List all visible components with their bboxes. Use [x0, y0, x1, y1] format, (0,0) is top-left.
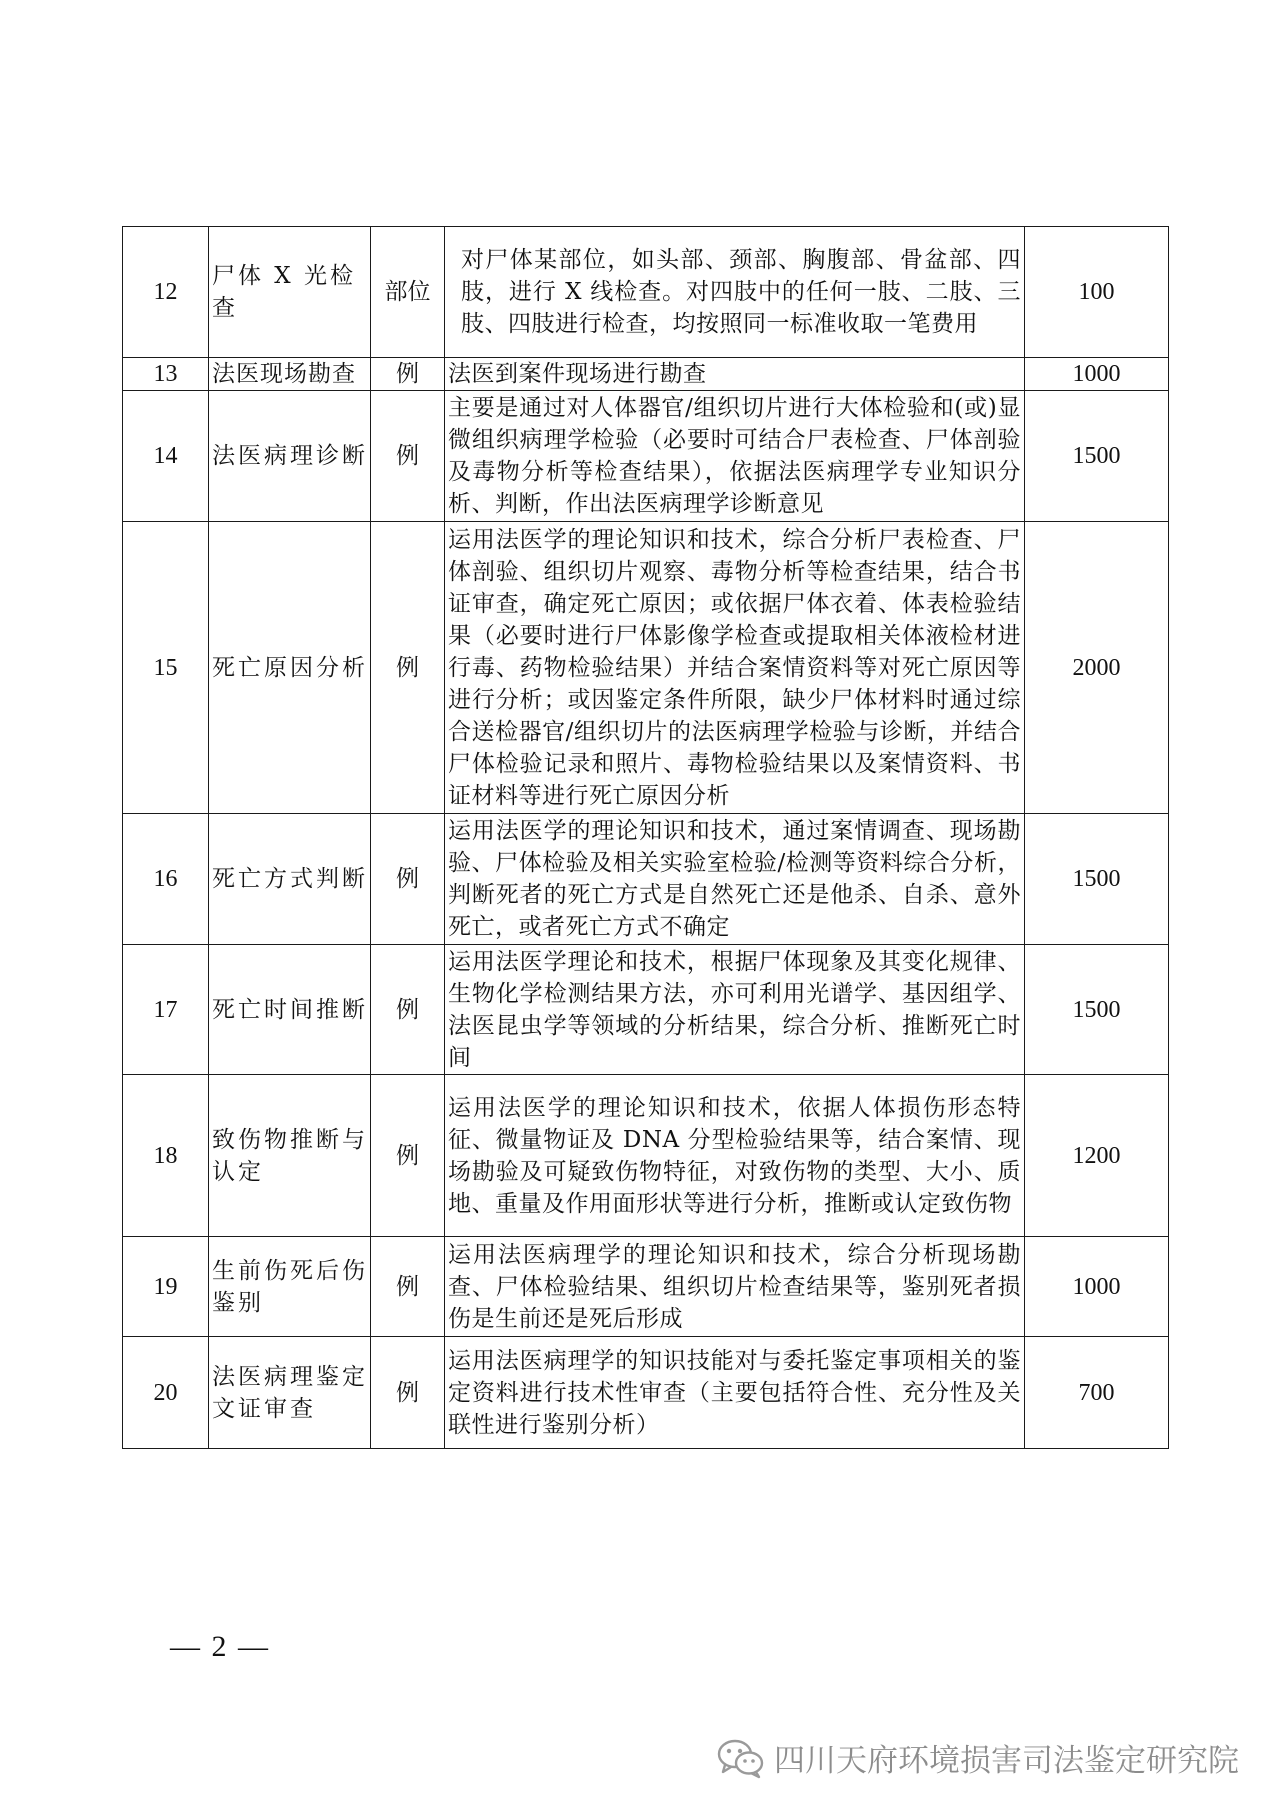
item-name: 法医病理鉴定文证审查 — [209, 1337, 371, 1449]
item-description: 运用法医学的理论知识和技术，通过案情调查、现场勘验、尸体检验及相关实验室检验/检测等资料综合分析，判断死者的死亡方式是自然死亡还是他杀、自杀、意外死亡，或者死亡方式不确定 — [445, 814, 1025, 945]
item-unit: 部位 — [371, 227, 445, 358]
wechat-icon — [716, 1737, 766, 1779]
item-description: 运用法医学理论和技术，根据尸体现象及其变化规律、生物化学检测结果方法，亦可利用光谱学、基因组学、法医昆虫学等领域的分析结果，综合分析、推断死亡时间 — [445, 945, 1025, 1075]
item-name: 死亡原因分析 — [209, 522, 371, 814]
item-unit: 例 — [371, 1075, 445, 1237]
item-description: 对尸体某部位，如头部、颈部、胸腹部、骨盆部、四肢，进行 X 线检查。对四肢中的任何一肢、二肢、三肢、四肢进行检查，均按照同一标准收取一笔费用 — [445, 227, 1025, 358]
item-description: 主要是通过对人体器官/组织切片进行大体检验和(或)显微组织病理学检验（必要时可结合尸表检查、尸体剖验及毒物分析等检查结果），依据法医病理学专业知识分析、判断，作出法医病理学诊断意见 — [445, 391, 1025, 522]
table-row — [123, 1337, 1169, 1449]
row-number: 20 — [123, 1337, 209, 1449]
item-fee: 700 — [1025, 1337, 1169, 1449]
item-unit: 例 — [371, 522, 445, 814]
item-description: 运用法医病理学的知识技能对与委托鉴定事项相关的鉴定资料进行技术性审查（主要包括符合性、充分性及关联性进行鉴别分析） — [445, 1337, 1025, 1449]
item-name: 法医病理诊断 — [209, 391, 371, 522]
table-row — [123, 814, 1169, 945]
item-fee: 1000 — [1025, 358, 1169, 391]
item-description: 运用法医学的理论知识和技术，综合分析尸表检查、尸体剖验、组织切片观察、毒物分析等检查结果，结合书证审查，确定死亡原因；或依据尸体衣着、体表检验结果（必要时进行尸体影像学检查或提取相关体液检材进行毒、药物检验结果）并结合案情资料等对死亡原因等进行分析；或因鉴定条件所限，缺少尸体材料时通过综合送检器官/组织切片的法医病理学检验与诊断，并结合尸体检验记录和照片、毒物检验结果以及案情资料、书证材料等进行死亡原因分析 — [445, 522, 1025, 814]
item-fee: 1500 — [1025, 391, 1169, 522]
item-fee: 1200 — [1025, 1075, 1169, 1237]
item-unit: 例 — [371, 391, 445, 522]
item-description: 法医到案件现场进行勘查 — [445, 358, 1025, 391]
item-fee: 1000 — [1025, 1237, 1169, 1337]
table-row — [123, 391, 1169, 522]
item-name: 死亡方式判断 — [209, 814, 371, 945]
item-name: 尸体 X 光检查 — [209, 227, 371, 358]
table-row — [123, 1237, 1169, 1337]
item-fee: 1500 — [1025, 814, 1169, 945]
row-number: 15 — [123, 522, 209, 814]
item-unit: 例 — [371, 1337, 445, 1449]
fee-table — [122, 226, 1169, 1449]
item-fee: 100 — [1025, 227, 1169, 358]
row-number: 12 — [123, 227, 209, 358]
row-number: 13 — [123, 358, 209, 391]
item-unit: 例 — [371, 945, 445, 1075]
table-row — [123, 522, 1169, 814]
item-name: 法医现场勘查 — [209, 358, 371, 391]
watermark-text: 四川天府环境损害司法鉴定研究院 — [774, 1743, 1239, 1779]
row-number: 17 — [123, 945, 209, 1075]
row-number: 18 — [123, 1075, 209, 1237]
item-name: 致伤物推断与认定 — [209, 1075, 371, 1237]
row-number: 14 — [123, 391, 209, 522]
item-description: 运用法医病理学的理论知识和技术，综合分析现场勘查、尸体检验结果、组织切片检查结果等，鉴别死者损伤是生前还是死后形成 — [445, 1237, 1025, 1337]
item-fee: 2000 — [1025, 522, 1169, 814]
watermark — [716, 1735, 1239, 1780]
item-fee: 1500 — [1025, 945, 1169, 1075]
item-description: 运用法医学的理论知识和技术，依据人体损伤形态特征、微量物证及 DNA 分型检验结果等，结合案情、现场勘验及可疑致伤物特征，对致伤物的类型、大小、质地、重量及作用面形状等进行分析，推断或认定致伤物 — [445, 1075, 1025, 1237]
item-name: 生前伤死后伤鉴别 — [209, 1237, 371, 1337]
table-row — [123, 358, 1169, 391]
row-number: 16 — [123, 814, 209, 945]
row-number: 19 — [123, 1237, 209, 1337]
item-unit: 例 — [371, 1237, 445, 1337]
table-row — [123, 945, 1169, 1075]
item-unit: 例 — [371, 814, 445, 945]
item-name: 死亡时间推断 — [209, 945, 371, 1075]
item-unit: 例 — [371, 358, 445, 391]
table-row — [123, 1075, 1169, 1237]
table-row — [123, 227, 1169, 358]
page-number: — 2 — — [170, 1630, 270, 1663]
